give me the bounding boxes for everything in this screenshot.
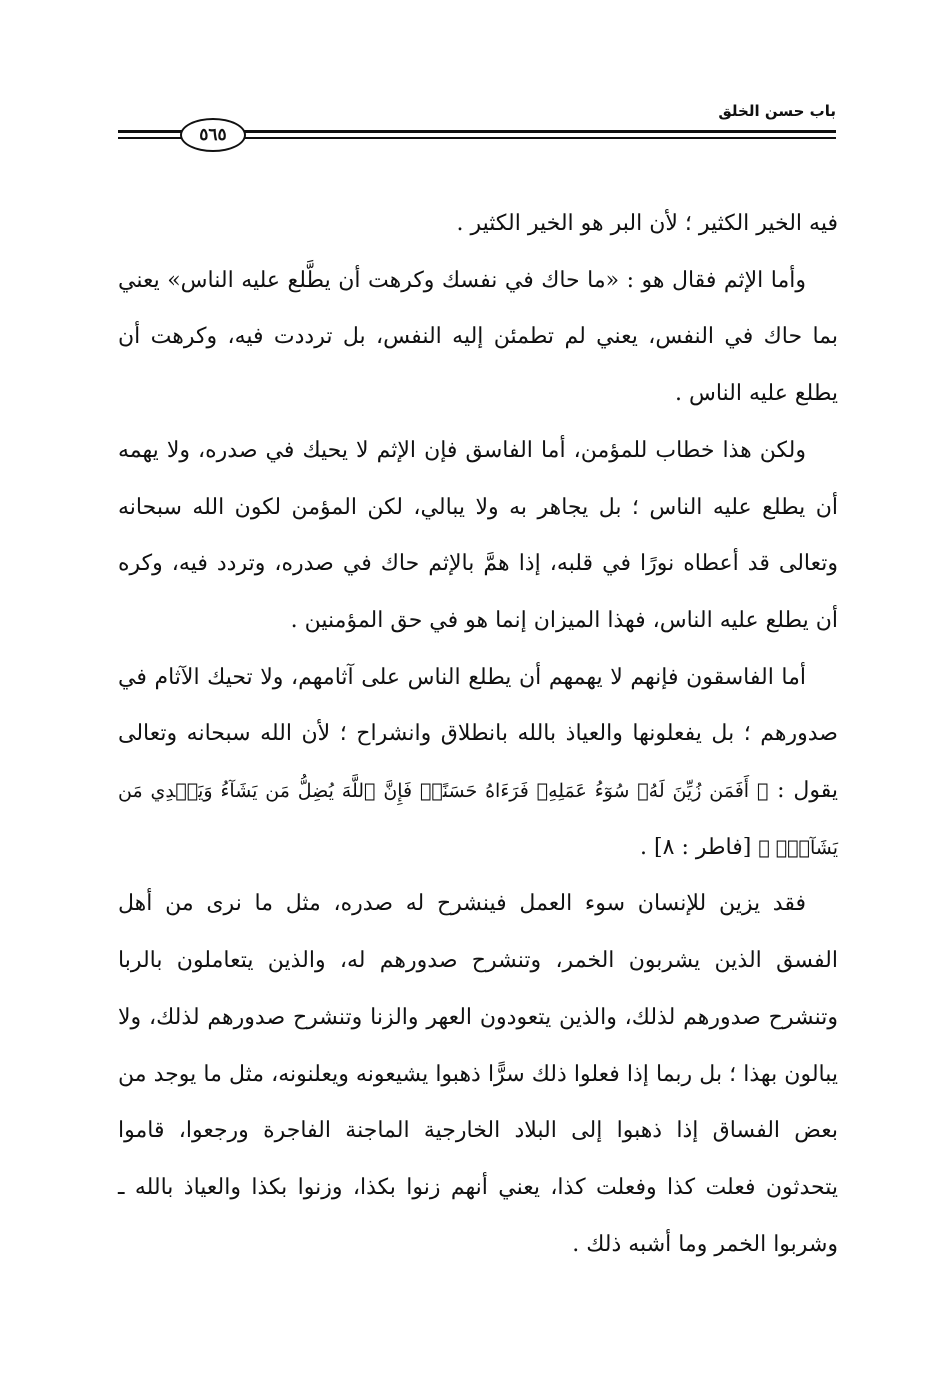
paragraph-4-text: أما الفاسقون فإنهم لا يهمهم أن يطلع الناس على آثامهم، ولا تحيك الآثام في صدورهم ؛ بل يفعلونها والعياذ بالله بانطلاق وانشراح ؛ لأن الله سبحانه وتعالى يقول :	[118, 664, 838, 804]
paragraph-2: وأما الإثم فقال هو : «ما حاك في نفسك وكرهت أن يطَّلع عليه الناس» يعني بما حاك في النفس، يعني لم تطمئن إليه النفس، بل ترددت فيه، وكرهت أن يطلع عليه الناس .	[118, 267, 838, 407]
quran-verse: ﴿ أَفَمَن زُيِّنَ لَهُۥ سُوٓءُ عَمَلِهِۦ فَرَءَاهُ حَسَنًاۖ فَإِنَّ ٱللَّهَ يُضِلُّ مَن يَشَآءُ وَيَهۡدِي مَن يَشَآءُۖ ﴾	[118, 780, 838, 859]
paragraph-5: فقد يزين للإنسان سوء العمل فينشرح له صدره، مثل ما نرى من أهل الفسق الذين يشربون الخمر، وتنشرح صدورهم له، والذين يتعاملون بالربا وتنشرح صدورهم لذلك، والذين يتعودون العهر والزنا وتنشرح صدورهم لذلك، ولا يبالون بهذا ؛ بل ربما إذا فعلوا ذلك سرًّا ذهبوا يشيعونه ويعلنونه، مثل ما يوجد من بعض الفساق إذا ذهبوا إلى البلاد الخارجية الماجنة الفاجرة ورجعوا، قاموا يتحدثون فعلت كذا وفعلت كذا، يعني أنهم زنوا بكذا، وزنوا بكذا والعياذ بالله ـ وشربوا الخمر وما أشبه ذلك .	[118, 891, 838, 1257]
page-number: ٥٦٥	[180, 118, 246, 152]
verse-citation: [فاطر : ٨] .	[640, 834, 752, 860]
page-header	[118, 96, 836, 156]
paragraph-3: ولكن هذا خطاب للمؤمن، أما الفاسق فإن الإثم لا يحيك في صدره، ولا يهمه أن يطلع عليه الناس ؛ بل يجاهر به ولا يبالي، لكن المؤمن لكون الله سبحانه وتعالى قد أعطاه نورًا في قلبه، إذا همَّ بالإثم حاك في صدره، وتردد فيه، وكره أن يطلع عليه الناس، فهذا الميزان إنما هو في حق المؤمنين .	[118, 437, 838, 633]
paragraph-4	[118, 650, 838, 877]
chapter-title: باب حسن الخلق	[718, 102, 836, 120]
page-body	[118, 196, 838, 1273]
paragraph-1: فيه الخير الكثير ؛ لأن البر هو الخير الكثير .	[456, 211, 838, 236]
